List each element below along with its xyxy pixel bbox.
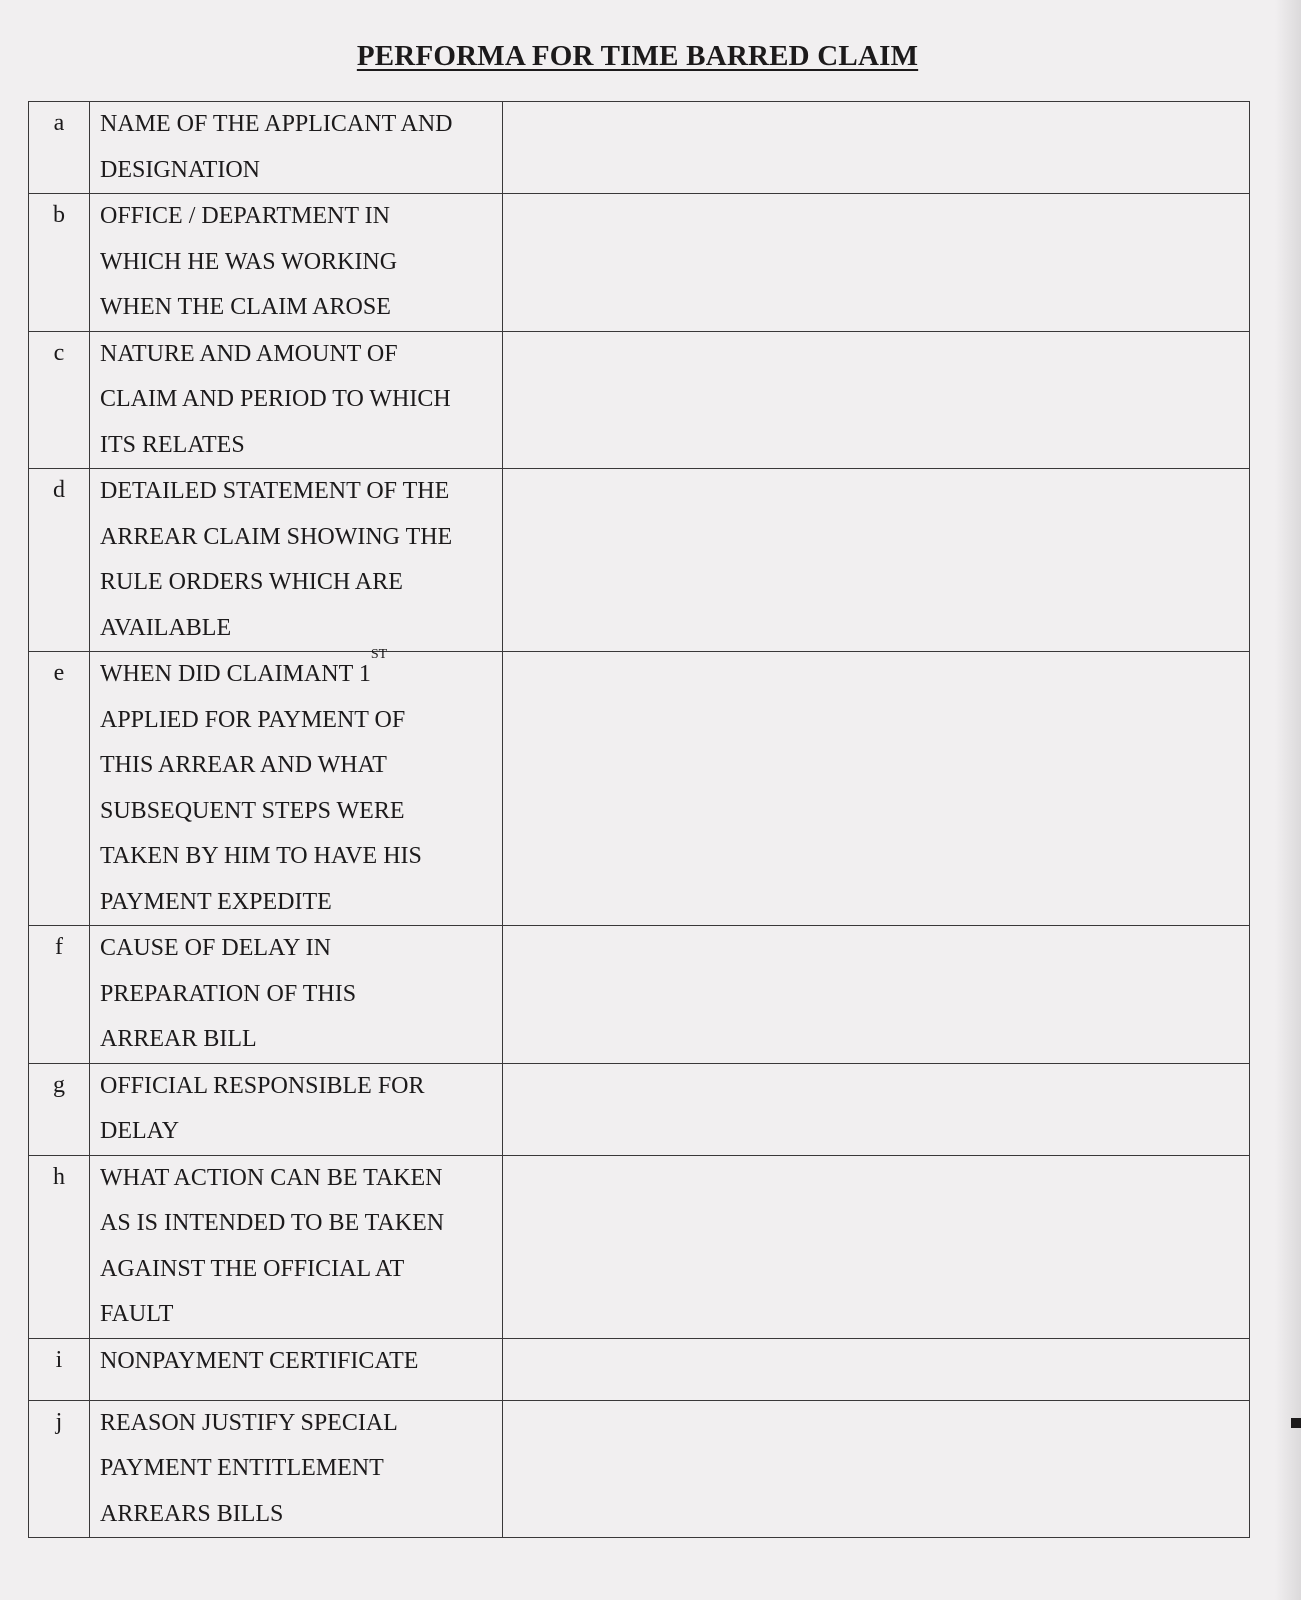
- ordinal-suffix: ST: [370, 647, 388, 662]
- row-answer-field[interactable]: [503, 1155, 1250, 1338]
- row-letter: e: [29, 652, 90, 926]
- row-label: [90, 194, 503, 332]
- row-label: [90, 102, 503, 194]
- row-answer-field[interactable]: [503, 652, 1250, 926]
- row-label: [90, 926, 503, 1064]
- form-row-i: [29, 1338, 1250, 1400]
- row-answer-field[interactable]: [503, 331, 1250, 469]
- row-letter: d: [29, 469, 90, 652]
- row-label: [90, 1338, 503, 1400]
- row-answer-field[interactable]: [503, 102, 1250, 194]
- form-row-b: [29, 194, 1250, 332]
- row-letter: b: [29, 194, 90, 332]
- row-label: [90, 1063, 503, 1155]
- row-label-text: CAUSE OF DELAY IN PREPARATION OF THIS ARREAR BILL: [100, 935, 357, 1052]
- scan-edge-shadow: [1275, 0, 1301, 1600]
- row-letter: c: [29, 331, 90, 469]
- form-row-e: [29, 652, 1250, 926]
- row-label-main: WHEN DID CLAIMANT 1: [100, 661, 371, 687]
- row-answer-field[interactable]: [503, 926, 1250, 1064]
- row-answer-field[interactable]: [503, 1338, 1250, 1400]
- row-letter: i: [29, 1338, 90, 1400]
- row-label-text: NATURE AND AMOUNT OF CLAIM AND PERIOD TO WHICH ITS RELATES: [100, 340, 451, 458]
- row-label-text: OFFICE / DEPARTMENT IN WHICH HE WAS WORKING WHEN THE CLAIM AROSE: [100, 203, 398, 320]
- row-answer-field[interactable]: [503, 1063, 1250, 1155]
- row-label: [90, 1400, 503, 1538]
- form-row-h: [29, 1155, 1250, 1338]
- row-label-text: DETAILED STATEMENT OF THE ARREAR CLAIM SHOWING THE RULE ORDERS WHICH ARE AVAILABLE: [100, 478, 453, 641]
- row-letter: g: [29, 1063, 90, 1155]
- row-label-text: [100, 647, 496, 925]
- row-label: [90, 647, 503, 926]
- row-label-text: WHAT ACTION CAN BE TAKEN AS IS INTENDED TO BE TAKEN AGAINST THE OFFICIAL AT FAULT: [100, 1164, 445, 1327]
- form-row-c: [29, 331, 1250, 469]
- row-letter: f: [29, 926, 90, 1064]
- row-answer-field[interactable]: [503, 469, 1250, 652]
- row-label-text: OFFICIAL RESPONSIBLE FOR DELAY: [100, 1072, 425, 1144]
- form-row-j: [29, 1400, 1250, 1538]
- row-label-rest: APPLIED FOR PAYMENT OF THIS ARREAR AND WHAT SUBSEQUENT STEPS WERE TAKEN BY HIM TO HAVE HIS PAYMENT EXPEDITE: [100, 706, 422, 915]
- row-label: [90, 1155, 503, 1338]
- row-label-text: NAME OF THE APPLICANT AND DESIGNATION: [100, 111, 453, 183]
- row-answer-field[interactable]: [503, 1400, 1250, 1538]
- row-answer-field[interactable]: [503, 194, 1250, 332]
- form-row-f: [29, 926, 1250, 1064]
- row-letter: a: [29, 102, 90, 194]
- row-letter: j: [29, 1400, 90, 1538]
- claim-form-body: [29, 102, 1250, 1538]
- row-label-text: REASON JUSTIFY SPECIAL PAYMENT ENTITLEMENT ARREARS BILLS: [100, 1409, 398, 1527]
- row-label: [90, 469, 503, 652]
- form-row-d: [29, 469, 1250, 652]
- row-letter: h: [29, 1155, 90, 1338]
- row-label: [90, 331, 503, 469]
- row-label-text: NONPAYMENT CERTIFICATE: [100, 1347, 419, 1374]
- page-title: PERFORMA FOR TIME BARRED CLAIM: [356, 40, 919, 72]
- form-row-g: [29, 1063, 1250, 1155]
- claim-form-table: [28, 101, 1250, 1538]
- form-row-a: [29, 102, 1250, 194]
- scan-edge-mark: [1291, 1418, 1301, 1428]
